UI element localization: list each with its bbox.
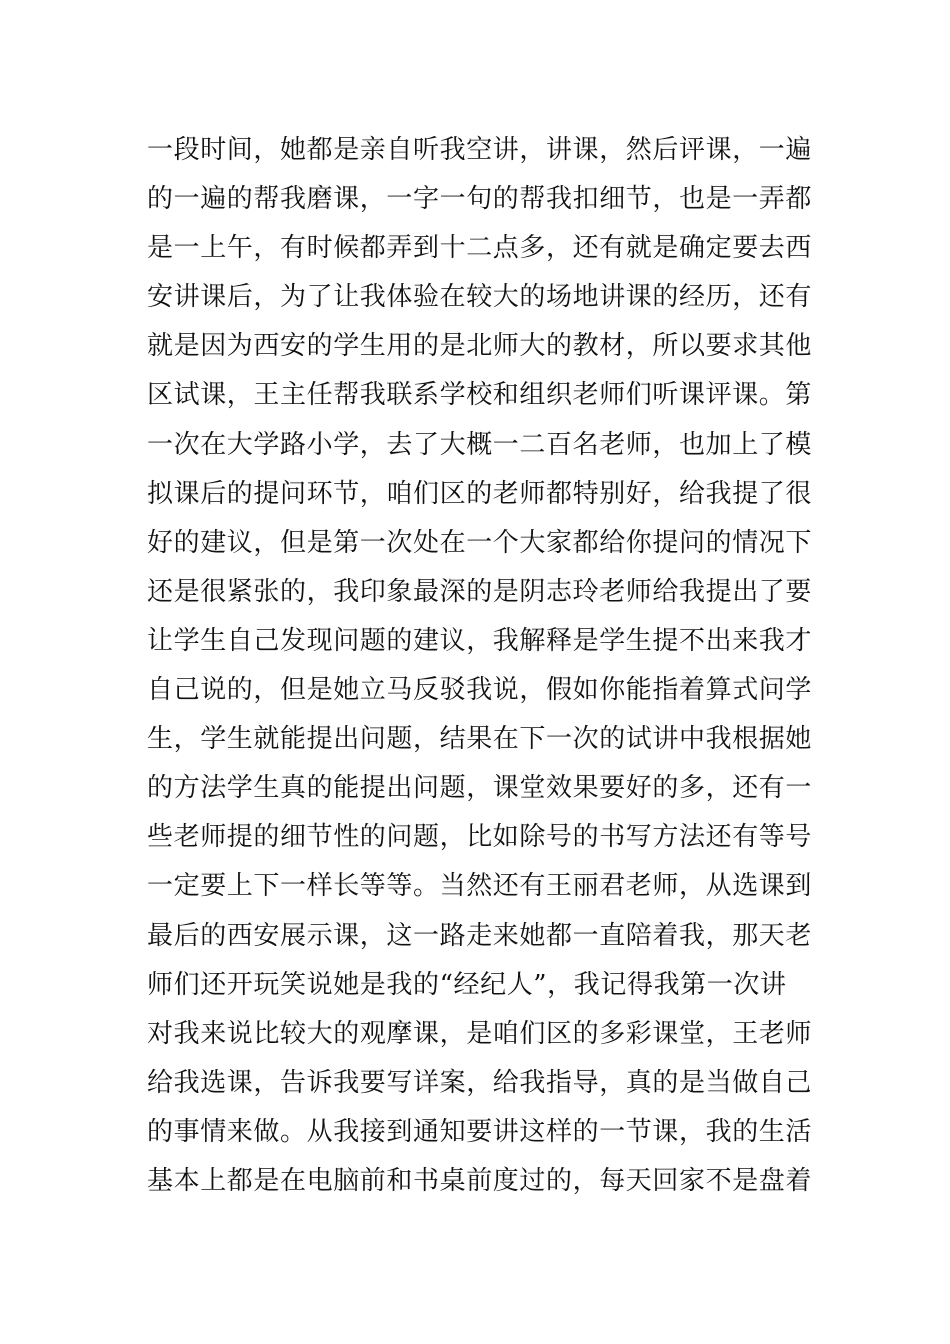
text-line: 让学生自己发现问题的建议，我解释是学生提不出来我才 xyxy=(147,625,813,656)
text-line: 还是很紧张的，我印象最深的是阴志玲老师给我提出了要 xyxy=(147,576,813,607)
text-line: 些老师提的细节性的问题，比如除号的书写方法还有等号 xyxy=(147,822,813,853)
text-line: 生，学生就能提出问题，结果在下一次的试讲中我根据她 xyxy=(147,724,813,755)
text-line: 就是因为西安的学生用的是北师大的教材，所以要求其他 xyxy=(147,331,813,362)
text-line: 基本上都是在电脑前和书桌前度过的，每天回家不是盘着 xyxy=(147,1165,813,1196)
text-line: 对我来说比较大的观摩课，是咱们区的多彩课堂，王老师 xyxy=(147,1018,813,1049)
text-line: 是一上午，有时候都弄到十二点多，还有就是确定要去西 xyxy=(147,233,813,264)
text-line: 最后的西安展示课，这一路走来她都一直陪着我，那天老 xyxy=(147,920,813,951)
text-line: 给我选课，告诉我要写详案，给我指导，真的是当做自己 xyxy=(147,1067,813,1098)
text-line: 的事情来做。从我接到通知要讲这样的一节课，我的生活 xyxy=(147,1116,813,1147)
text-line: 的一遍的帮我磨课，一字一句的帮我扣细节，也是一弄都 xyxy=(147,184,813,215)
text-line: 一段时间，她都是亲自听我空讲，讲课，然后评课，一遍 xyxy=(147,135,813,165)
text-line: 的方法学生真的能提出问题，课堂效果要好的多，还有一 xyxy=(147,773,813,804)
text-line: 好的建议，但是第一次处在一个大家都给你提问的情况下 xyxy=(147,527,813,558)
text-line: 拟课后的提问环节，咱们区的老师都特别好，给我提了很 xyxy=(147,478,813,509)
text-line: 一定要上下一样长等等。当然还有王丽君老师，从选课到 xyxy=(147,871,813,902)
text-line: 自己说的，但是她立马反驳我说，假如你能指着算式问学 xyxy=(147,675,813,706)
text-line: 区试课，王主任帮我联系学校和组织老师们听课评课。第 xyxy=(147,380,813,411)
text-line: 一次在大学路小学，去了大概一二百名老师，也加上了模 xyxy=(147,429,813,460)
body-text xyxy=(147,126,817,1206)
text-line: 安讲课后，为了让我体验在较大的场地讲课的经历，还有 xyxy=(147,282,813,313)
text-line: 师们还开玩笑说她是我的“经纪人”，我记得我第一次讲 xyxy=(147,969,787,1000)
